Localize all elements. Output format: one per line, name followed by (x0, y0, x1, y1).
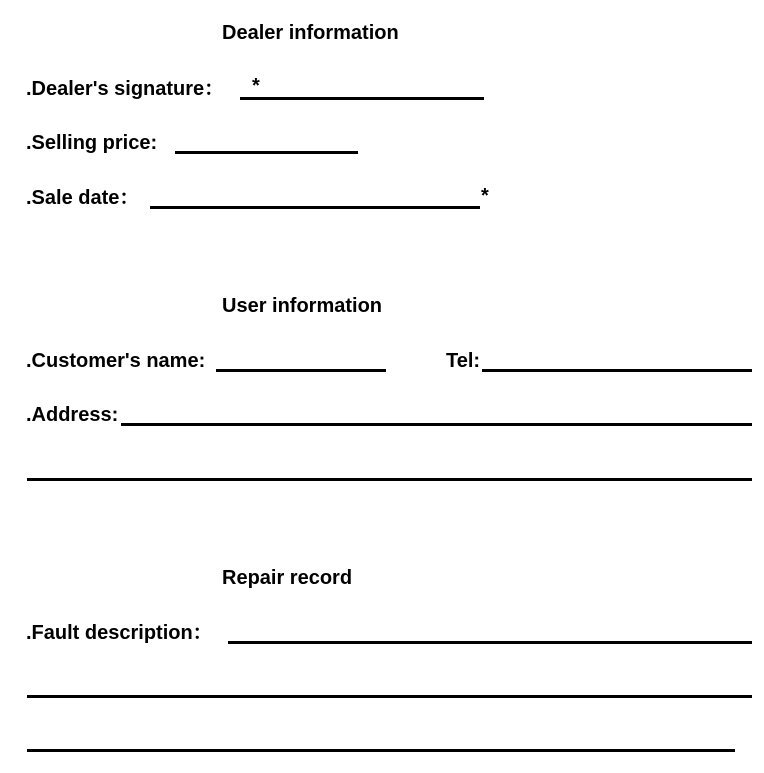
selling-price-field[interactable] (175, 151, 358, 154)
dealer-information-heading: Dealer information (222, 22, 399, 44)
dealer-signature-field[interactable] (240, 97, 484, 100)
address-label: .Address: (26, 404, 119, 426)
tel-field[interactable] (482, 369, 752, 372)
address-field-line-2[interactable] (27, 478, 752, 481)
fault-description-field-line-1[interactable] (228, 641, 752, 644)
dealer-signature-label: .Dealer's signature： (26, 78, 225, 100)
sale-date-field[interactable] (150, 206, 480, 209)
tel-label: Tel: (446, 350, 481, 372)
address-field-line-1[interactable] (121, 423, 752, 426)
repair-record-heading: Repair record (222, 567, 353, 589)
fault-description-field-line-3[interactable] (27, 749, 735, 752)
sale-date-required-mark: * (481, 185, 489, 207)
customer-name-label: .Customer's name: (26, 350, 206, 372)
dealer-signature-required-mark: * (252, 75, 260, 97)
fault-description-label: .Fault description： (26, 622, 213, 644)
customer-name-field[interactable] (216, 369, 386, 372)
user-information-heading: User information (222, 295, 383, 317)
sale-date-label: .Sale date： (26, 187, 140, 209)
selling-price-label: .Selling price: (26, 132, 158, 154)
fault-description-field-line-2[interactable] (27, 695, 752, 698)
